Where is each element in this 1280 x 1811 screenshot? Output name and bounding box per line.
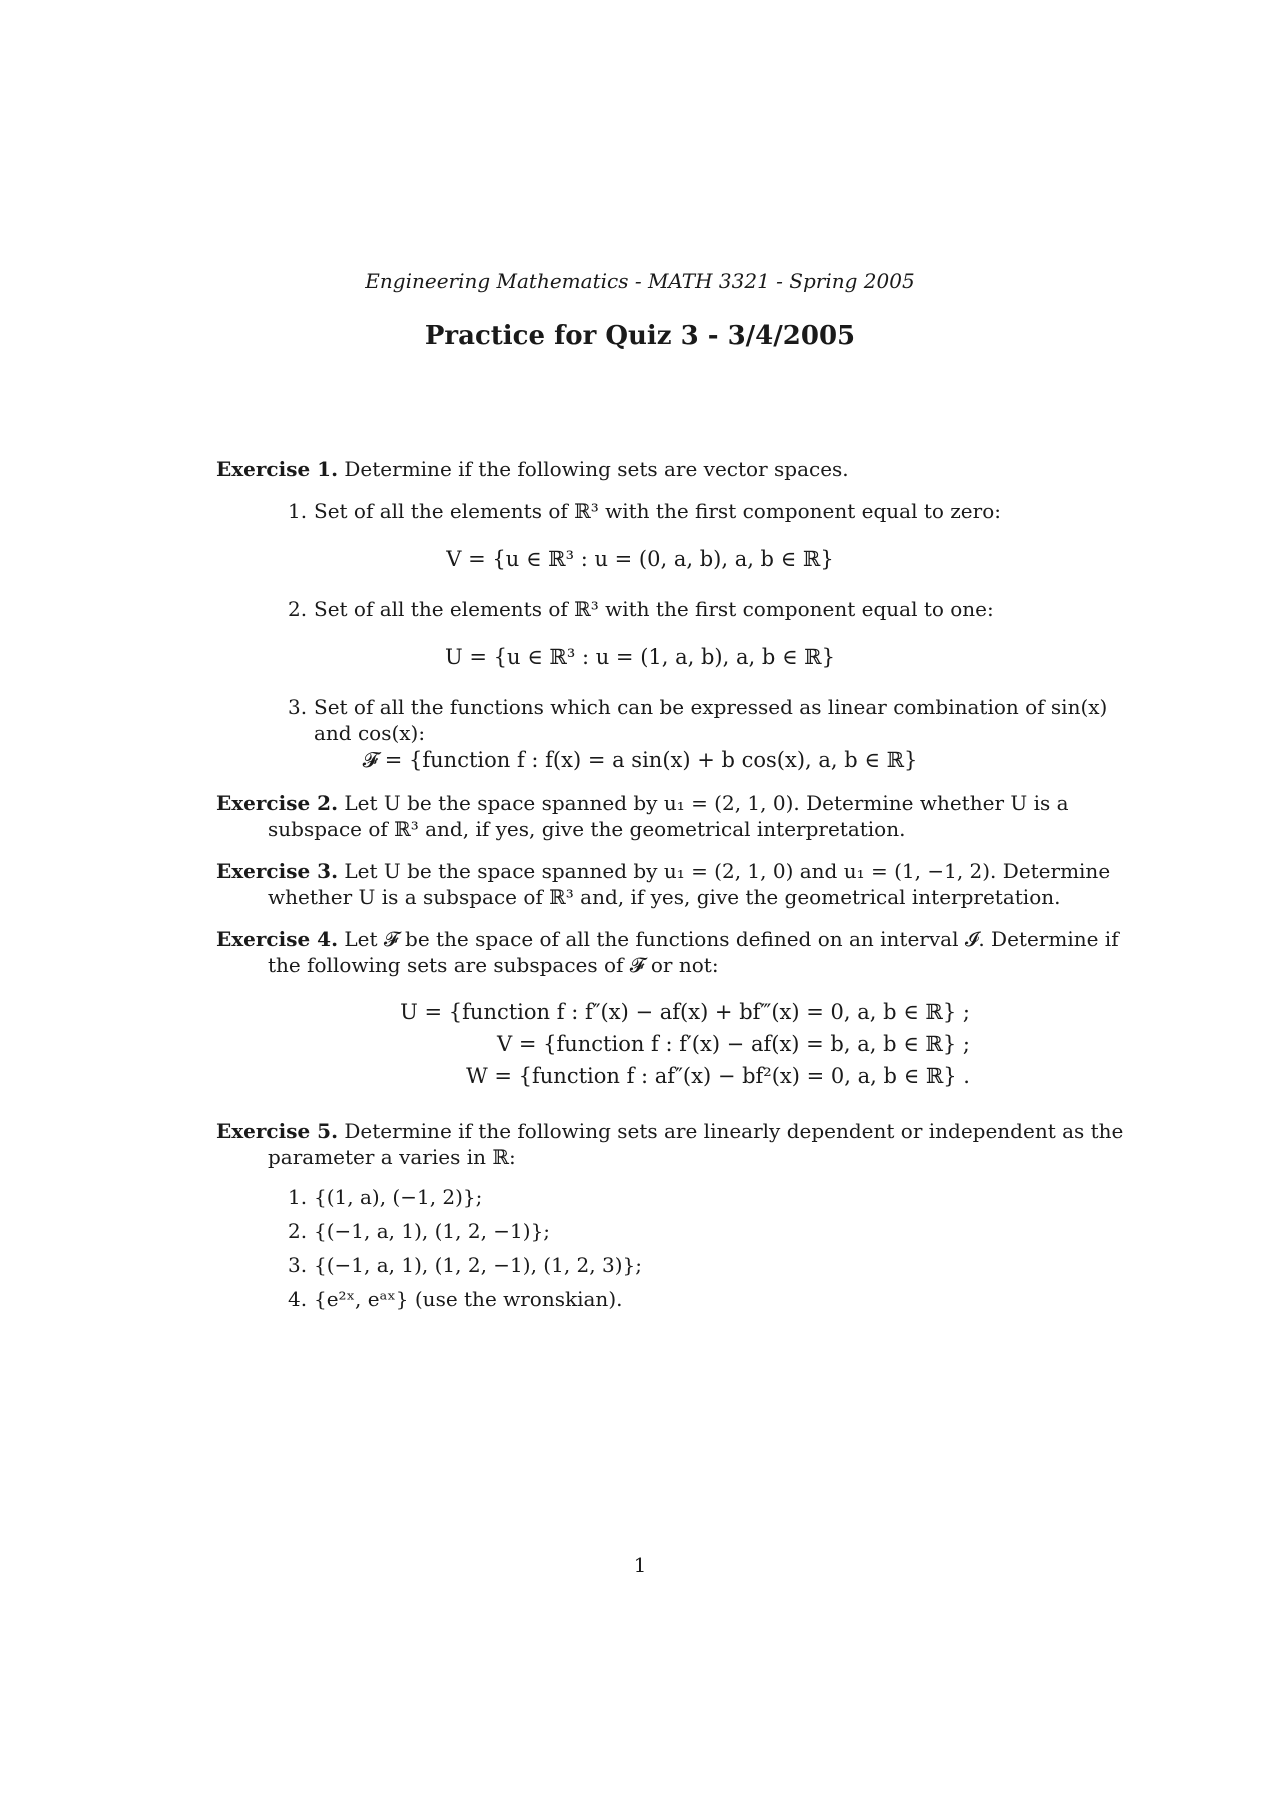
exercise-text: Let 𝓕 be the space of all the functions defined on an interval 𝓘. Determine if the following sets are subspaces of 𝓕 or not: bbox=[268, 927, 1119, 977]
exercise-text: Let U be the space spanned by u₁ = (2, 1, 0) and u₁ = (1, −1, 2). Determine whether U is a subspace of ℝ³ and, if yes, give the geometrical interpretation. bbox=[268, 859, 1111, 909]
page-number: 1 bbox=[633, 1553, 647, 1577]
list-item: 3. Set of all the functions which can be expressed as linear combination of sin(x) and cos(x): bbox=[288, 695, 1108, 745]
exercise-text: Determine if the following sets are vector spaces. bbox=[344, 457, 849, 481]
exercise-2 bbox=[216, 790, 1136, 842]
exercise-1 bbox=[216, 456, 1136, 482]
exercise-5 bbox=[216, 1118, 1136, 1170]
equation-block bbox=[400, 996, 970, 1092]
equation: W = {function f : af″(x) − bf²(x) = 0, a, b ∈ ℝ} . bbox=[466, 1064, 970, 1088]
list-item: 4. {e²ˣ, eᵃˣ} (use the wronskian). bbox=[288, 1287, 623, 1311]
equation: U = {function f : f″(x) − af(x) + bf‴(x) = 0, a, b ∈ ℝ} ; bbox=[400, 1000, 970, 1024]
equation: 𝓕 = {function f : f(x) = a sin(x) + b cos(x), a, b ∈ ℝ} bbox=[362, 748, 918, 772]
exercise-4 bbox=[216, 926, 1136, 978]
exercise-text: Let U be the space spanned by u₁ = (2, 1, 0). Determine whether U is a subspace of ℝ³ and, if yes, give the geometrical interpretation. bbox=[268, 791, 1069, 841]
list-item: 1. {(1, a), (−1, 2)}; bbox=[288, 1185, 483, 1209]
list-item: 2. Set of all the elements of ℝ³ with the first component equal to one: bbox=[288, 597, 994, 621]
exercise-label: Exercise 5. bbox=[216, 1119, 339, 1143]
equation: V = {function f : f′(x) − af(x) = b, a, b ∈ ℝ} ; bbox=[496, 1032, 970, 1056]
exercise-3 bbox=[216, 858, 1136, 910]
list-item: 1. Set of all the elements of ℝ³ with the first component equal to zero: bbox=[288, 499, 1001, 523]
exercise-label: Exercise 4. bbox=[216, 927, 339, 951]
exercise-text: Determine if the following sets are linearly dependent or independent as the parameter a varies in ℝ: bbox=[268, 1119, 1124, 1169]
exercise-label: Exercise 3. bbox=[216, 859, 339, 883]
list-item: 3. {(−1, a, 1), (1, 2, −1), (1, 2, 3)}; bbox=[288, 1253, 642, 1277]
equation: U = {u ∈ ℝ³ : u = (1, a, b), a, b ∈ ℝ} bbox=[445, 645, 835, 669]
course-header: Engineering Mathematics - MATH 3321 - Spring 2005 bbox=[365, 269, 915, 293]
exercise-label: Exercise 1. bbox=[216, 457, 339, 481]
exercise-label: Exercise 2. bbox=[216, 791, 339, 815]
page-title: Practice for Quiz 3 - 3/4/2005 bbox=[424, 321, 856, 351]
list-item: 2. {(−1, a, 1), (1, 2, −1)}; bbox=[288, 1219, 551, 1243]
equation: V = {u ∈ ℝ³ : u = (0, a, b), a, b ∈ ℝ} bbox=[446, 547, 834, 571]
